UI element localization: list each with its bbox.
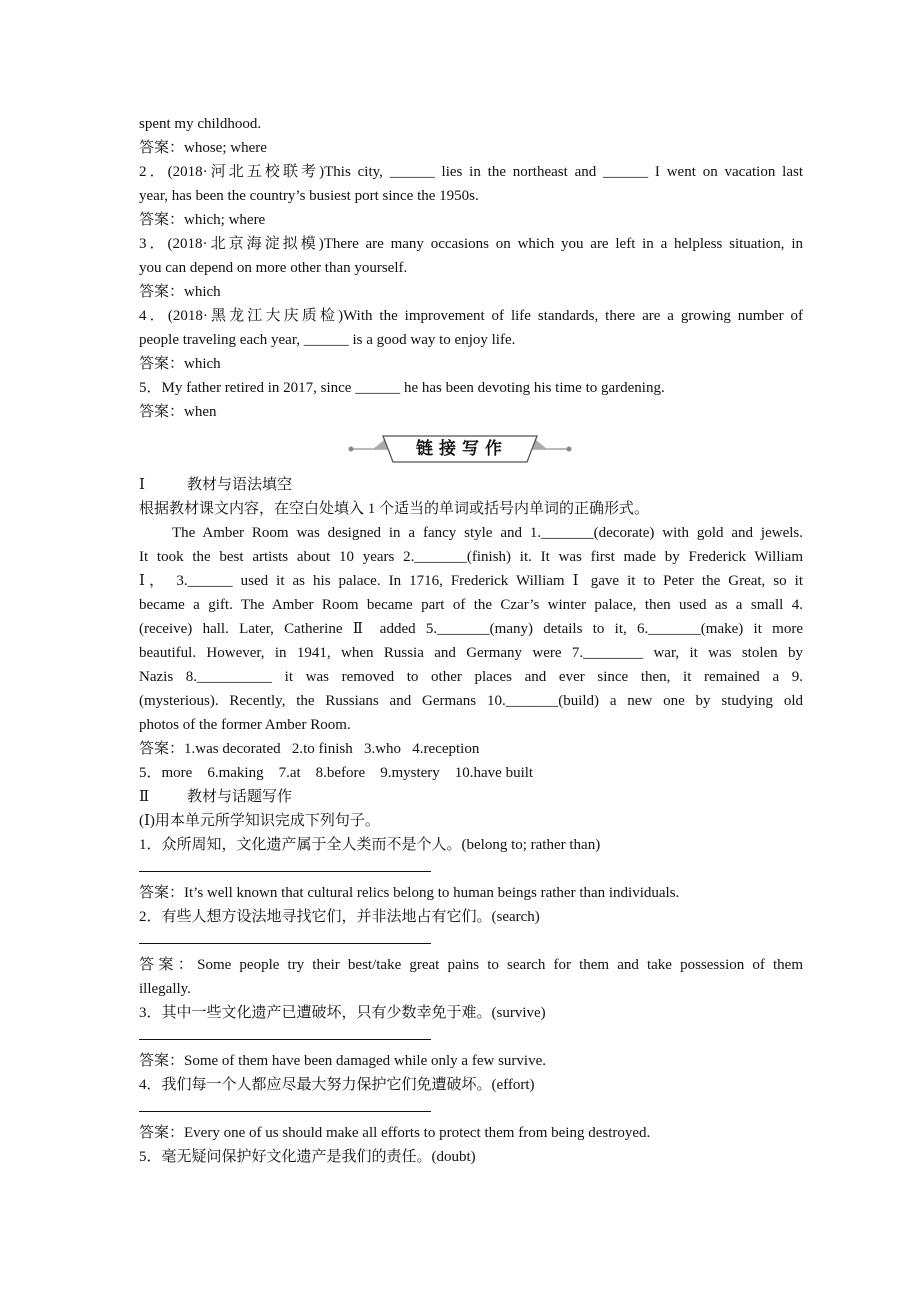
section-banner (139, 424, 803, 473)
passage-line: Ⅰ， 3.______ used it as his palace. In 1716, Frederick William Ⅰ gave it to Peter the Great, so it (139, 573, 803, 589)
banner-title: 链接写作 (416, 439, 508, 459)
translation-answer: 答案：Every one of us should make all efforts to protect them from being destroyed. (139, 1125, 651, 1141)
translation-answer: 答案：It’s well known that cultural relics belong to human beings rather than individuals. (139, 885, 680, 901)
passage-line: The Amber Room was designed in a fancy style and 1._______(decorate) with gold and jewels. (172, 525, 803, 541)
answer-4: 答案：which (139, 356, 221, 372)
question-5: 5．My father retired in 2017, since ______ he has been devoting his time to gardening. (139, 380, 665, 396)
answer-blank-line (139, 857, 803, 881)
part-1-heading: Ⅰ 教材与语法填空 (139, 477, 293, 493)
passage-line: It took the best artists about 10 years 2._______(finish) it. It was first made by Frederick William (139, 549, 803, 565)
part-2-subheading: (Ⅰ)用本单元所学知识完成下列句子。 (139, 813, 380, 829)
translation-question: 3．其中一些文化遗产已遭破坏，只有少数幸免于难。(survive) (139, 1005, 546, 1021)
answer-line: 答案：whose; where (139, 140, 267, 156)
passage-line: became a gift. The Amber Room became part of the Czar’s winter palace, then used as a small 4. (139, 597, 803, 613)
part-1-answer-cont: 5．more 6.making 7.at 8.before 9.mystery 10.have built (139, 765, 534, 781)
translation-answer: 答案：Some people try their best/take great pains to search for them and take possession of them (139, 957, 803, 973)
answer-blank-line (139, 929, 803, 953)
passage-line: photos of the former Amber Room. (139, 717, 351, 733)
answer-2: 答案：which; where (139, 212, 266, 228)
answer-blank-line (139, 1097, 803, 1121)
passage-line: (mysterious). Recently, the Russians and Germans 10._______(build) a new one by studying old (139, 693, 803, 709)
question-3: 3．(2018·北京海淀拟模)There are many occasions on which you are left in a helpless situation, in (139, 236, 803, 252)
part-2-heading: Ⅱ 教材与话题写作 (139, 789, 293, 805)
part-1-instruction: 根据教材课文内容，在空白处填入 1 个适当的单词或括号内单词的正确形式。 (139, 501, 650, 517)
translation-question: 4．我们每一个人都应尽最大努力保护它们免遭破坏。(effort) (139, 1077, 535, 1093)
question-3-cont: you can depend on more other than yourself. (139, 260, 408, 276)
passage-line: beautiful. However, in 1941, when Russia and Germany were 7.________ war, it was stolen by (139, 645, 803, 661)
question-2: 2．(2018·河北五校联考)This city, ______ lies in the northeast and ______ I went on vacation last (139, 164, 803, 180)
translation-question: 2．有些人想方设法地寻找它们，并非法地占有它们。(search) (139, 909, 540, 925)
question-4-cont: people traveling each year, ______ is a good way to enjoy life. (139, 332, 516, 348)
passage-line: (receive) hall. Later, Catherine Ⅱ added 5._______(many) details to it, 6._______(make) it more (139, 621, 803, 637)
part-1-answer: 答案：1.was decorated 2.to finish 3.who 4.reception (139, 741, 480, 757)
answer-3: 答案：which (139, 284, 221, 300)
translation-question: 1．众所周知，文化遗产属于全人类而不是个人。(belong to; rather than) (139, 837, 601, 853)
question-4: 4．(2018·黑龙江大庆质检)With the improvement of life standards, there are a growing number of (139, 308, 803, 324)
document-page (139, 112, 803, 1169)
question-2-cont: year, has been the country’s busiest port since the 1950s. (139, 188, 479, 204)
answer-blank-line (139, 1025, 803, 1049)
translation-question: 5．毫无疑问保护好文化遗产是我们的责任。(doubt) (139, 1149, 476, 1165)
translation-answer: 答案：Some of them have been damaged while only a few survive. (139, 1053, 546, 1069)
passage-line: Nazis 8.__________ it was removed to other places and ever since then, it remained a 9. (139, 669, 803, 685)
translation-answer-cont: illegally. (139, 981, 191, 997)
answer-5: 答案：when (139, 404, 217, 420)
text-line: spent my childhood. (139, 116, 262, 132)
